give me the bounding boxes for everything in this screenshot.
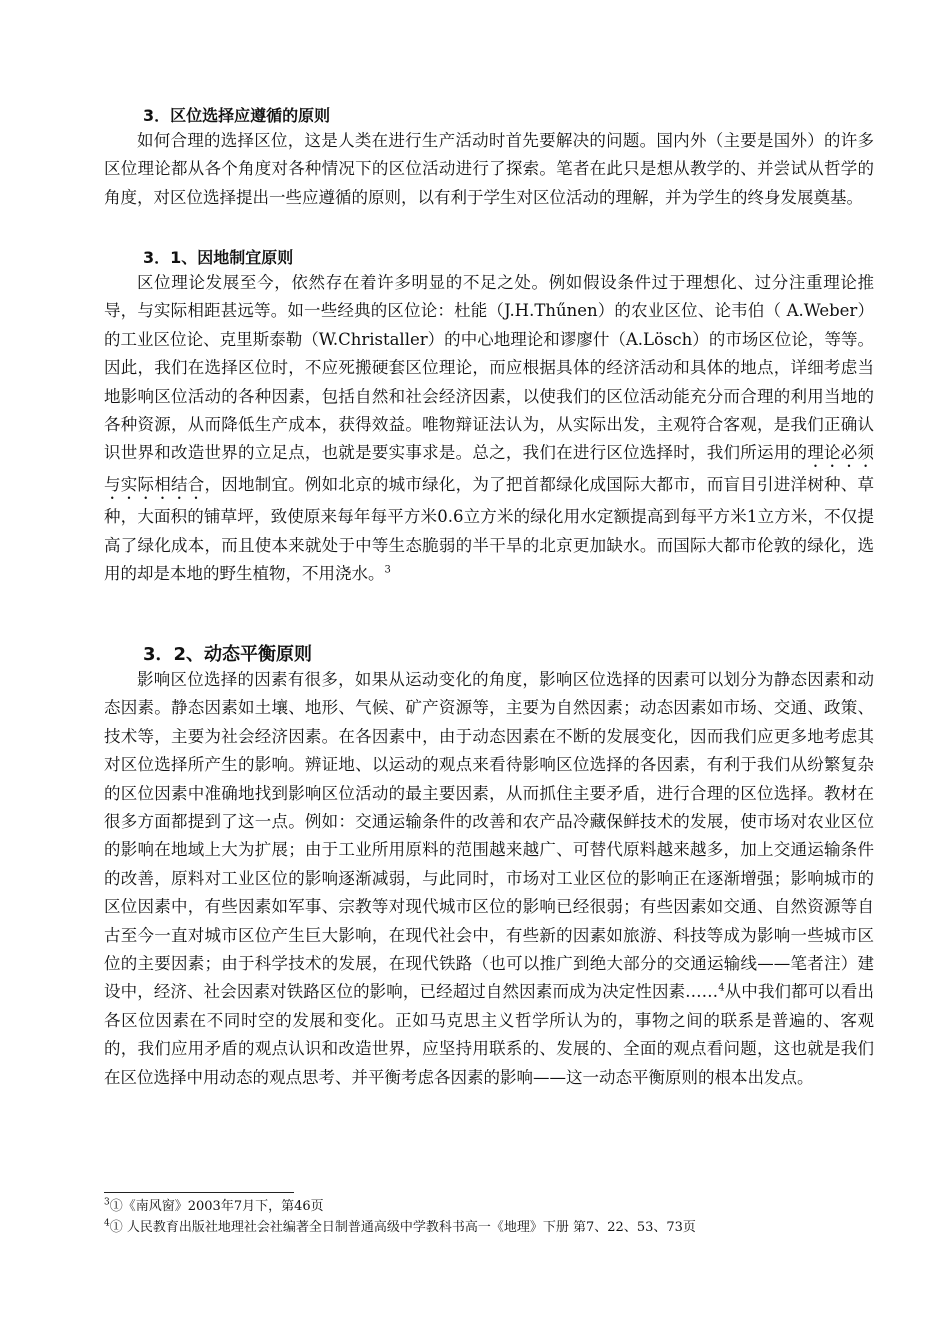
footnote-4-text: ① 人民教育出版社地理社会社编著全日制普通高级中学教科书高一《地理》下册 第7、22、53、73页 — [109, 1220, 696, 1235]
footnote-3-mark: 3 — [104, 1197, 110, 1208]
section-3-2-heading: 3．2、动态平衡原则 — [143, 644, 313, 665]
footnote-divider — [104, 1192, 294, 1193]
footnote-ref-3: 3 — [384, 564, 391, 576]
footnote-ref-4: 4 — [718, 982, 725, 994]
footnote-4 — [104, 1219, 696, 1237]
section-3-2-text-before: 影响区位选择的因素有很多，如果从运动变化的角度，影响区位选择的因素可以划分为静态因素和动态因素。静态因素如土壤、地形、气候、矿产资源等，主要为自然因素；动态因素如市场、交通、政策、技术等，主要为社会经济因素。在各因素中，由于动态因素在不断的发展变化，因而我们应更多地考虑其对区位选择所产生的影响。辨证地、以运动的观点来看待影响区位选择的各因素，有利于我们从纷繁复杂的区位因素中准确地找到影响区位活动的最主要因素，从而抓住主要矛盾，进行合理的区位选择。教材在很多方面都提到了这一点。例如：交通运输条件的改善和农产品冷藏保鲜技术的发展，使市场对农业区位的影响在地域上大为扩展；由于工业所用原料的范围越来越广、可替代原料越来越多，加上交通运输条件的改善，原料对工业区位的影响逐渐减弱，与此同时，市场对工业区位的影响正在逐渐增强；影响城市的区位因素中，有些因素如军事、宗教等对现代城市区位的影响已经很弱；有些因素如交通、自然资源等自古至今一直对城市区位产生巨大影响，在现代社会中，有些新的因素如旅游、科技等成为影响一些城市区位的主要因素；由于科学技术的发展，在现代铁路（也可以推广到绝大部分的交通运输线——笔者注）建设中，经济、社会因素对铁路区位的影响，已经超过自然因素而成为决定性因素…… — [104, 670, 874, 1002]
section-3-1-paragraph — [104, 269, 874, 589]
footnote-3 — [104, 1198, 324, 1216]
footnote-3-text: ①《南风窗》2003年7月下，第46页 — [109, 1199, 324, 1214]
section-3-1-text-before: 区位理论发展至今，依然存在着许多明显的不足之处。例如假设条件过于理想化、过分注重理论推导，与实际相距甚远等。如一些经典的区位论：杜能（J.H.Thűnen）的农业区位、论韦伯（ A.Weber）的工业区位论、克里斯泰勒（W.Christaller）的中心地理论和谬廖什（A.Lösch）的市场区位论，等等。因此，我们在选择区位时，不应死搬硬套区位理论，而应根据具体的经济活动和具体的地点，详细考虑当地影响区位活动的各种因素，包括自然和社会经济因素，以使我们的区位活动能充分而合理的利用当地的各种资源，从而降低生产成本，获得效益。唯物辩证法认为，从实际出发，主观符合客观，是我们正确认识世界和改造世界的立足点，也就是要实事求是。总之，我们在进行区位选择时，我们所运用的 — [104, 273, 874, 463]
section-3-intro-paragraph: 如何合理的选择区位，这是人类在进行生产活动时首先要解决的问题。国内外（主要是国外）的许多区位理论都从各个角度对各种情况下的区位活动进行了探索。笔者在此只是想从教学的、并尝试从哲学的角度，对区位选择提出一些应遵循的原则，以有利于学生对区位活动的理解，并为学生的终身发展奠基。 — [104, 131, 874, 207]
footnote-4-mark: 4 — [104, 1218, 110, 1229]
section-3-2-text-after: 从中我们都可以看出各区位因素在不同时空的发展和变化。正如马克思主义哲学所认为的，事物之间的联系是普遍的、客观的，我们应用矛盾的观点认识和改造世界，应坚持用联系的、发展的、全面的观点看问题，这也就是我们在区位选择中用动态的观点思考、并平衡考虑各因素的影响——这一动态平衡原则的根本出发点。 — [104, 982, 875, 1087]
emphasized-phrase: 理论必须与实际相结合 — [104, 443, 875, 495]
section-3-heading: 3．区位选择应遵循的原则 — [143, 106, 331, 125]
section-3-2-paragraph — [104, 666, 874, 1092]
section-3-1-heading: 3．1、因地制宜原则 — [143, 248, 294, 267]
section-3-1-text-after: ，因地制宜。例如北京的城市绿化，为了把首都绿化成国际大都市，而盲目引进洋树种、草种，大面积的铺草坪，致使原来每年每平方米0.6立方米的绿化用水定额提高到每平方米1立方米，不仅提高了绿化成本，而且使本来就处于中等生态脆弱的半干旱的北京更加缺水。而国际大都市伦敦的绿化，选用的却是本地的野生植物，不用浇水。 — [104, 475, 875, 584]
